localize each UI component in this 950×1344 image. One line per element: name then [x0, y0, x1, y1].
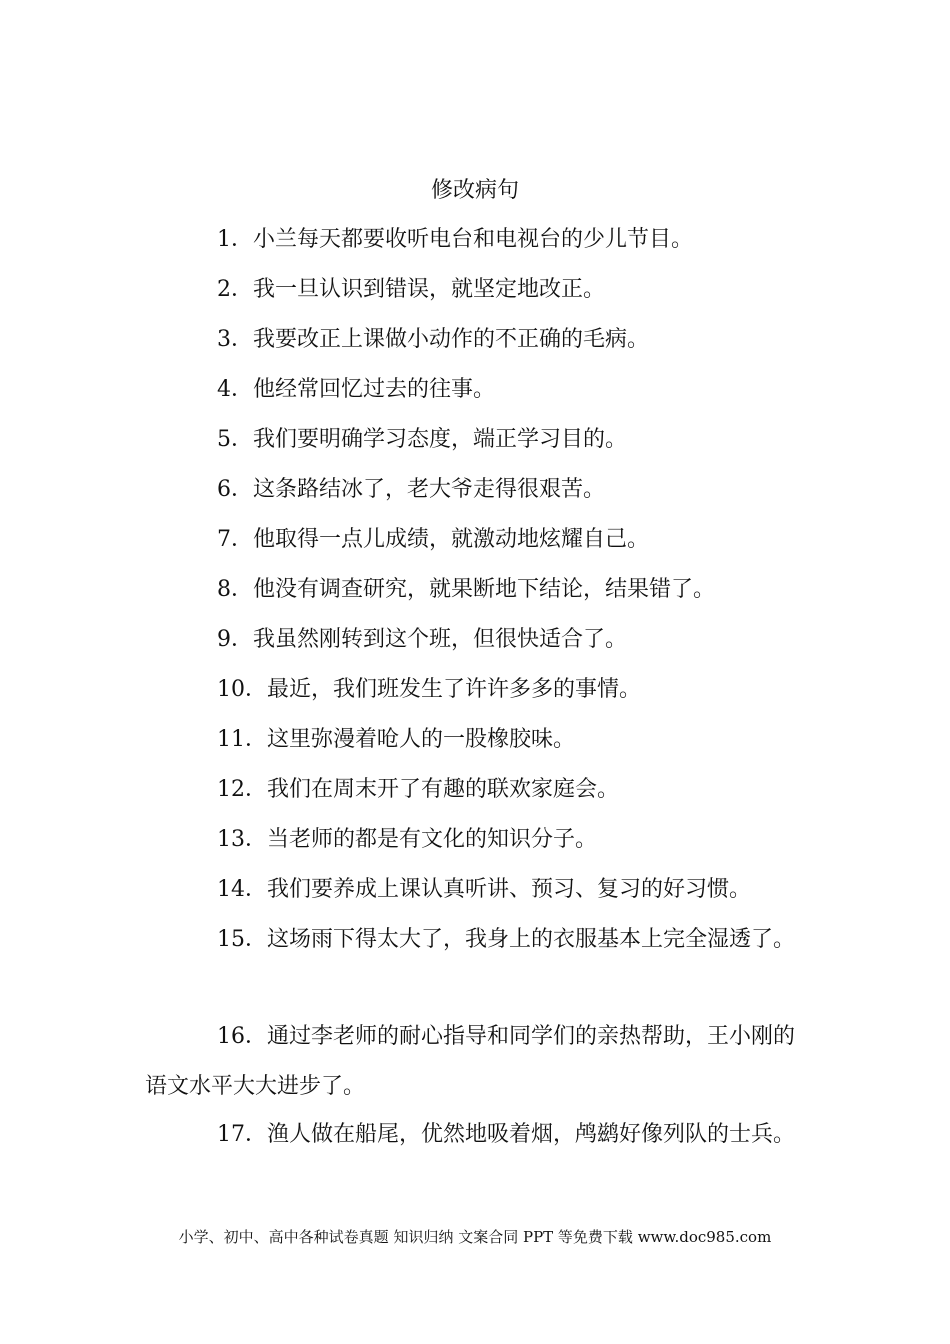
- item-text: 我们在周末开了有趣的联欢家庭会。: [267, 777, 620, 802]
- list-item: [145, 865, 810, 915]
- item-text: 这场雨下得太大了，我身上的衣服基本上完全湿透了。: [267, 927, 796, 952]
- item-number: 11．: [217, 727, 267, 752]
- list-item: [145, 315, 810, 365]
- item-number: 7．: [217, 527, 253, 552]
- list-item: [145, 565, 810, 615]
- item-text: 我虽然刚转到这个班，但很快适合了。: [253, 627, 628, 652]
- item-number: 8．: [217, 577, 253, 602]
- item-number: 17．: [217, 1122, 267, 1147]
- list-item: [145, 515, 810, 565]
- item-text: 他没有调查研究，就果断地下结论，结果错了。: [253, 577, 716, 602]
- item-text: 这条路结冰了，老大爷走得很艰苦。: [253, 477, 606, 502]
- item-text: 小兰每天都要收听电台和电视台的少儿节目。: [253, 227, 694, 252]
- item-number: 2．: [217, 277, 253, 302]
- list-item: [145, 615, 810, 665]
- list-item: [145, 1110, 810, 1160]
- list-item: [145, 665, 810, 715]
- item-text: 渔人做在船尾，优然地吸着烟，鸬鹚好像列队的士兵。: [267, 1122, 796, 1147]
- item-text: 最近，我们班发生了许许多多的事情。: [267, 677, 642, 702]
- item-number: 5．: [217, 427, 253, 452]
- item-number: 14．: [217, 877, 267, 902]
- page-footer: 小学、初中、高中各种试卷真题 知识归纳 文案合同 PPT 等免费下载 www.doc985.com: [178, 1228, 772, 1246]
- item-text: 我要改正上课做小动作的不正确的毛病。: [253, 327, 650, 352]
- page-title: 修改病句: [430, 178, 519, 203]
- list-item: [145, 415, 810, 465]
- list-item: [145, 465, 810, 515]
- item-number: 15．: [217, 927, 267, 952]
- item-number: 1．: [217, 227, 253, 252]
- item-text: 他取得一点儿成绩，就激动地炫耀自己。: [253, 527, 650, 552]
- item-text: 通过李老师的耐心指导和同学们的亲热帮助，王小刚的语文水平大大进步了。: [145, 1024, 796, 1099]
- item-text: 这里弥漫着呛人的一股橡胶味。: [267, 727, 576, 752]
- item-text: 他经常回忆过去的往事。: [253, 377, 496, 402]
- item-number: 9．: [217, 627, 253, 652]
- item-number: 12．: [217, 777, 267, 802]
- list-item: [145, 365, 810, 415]
- list-item: [145, 265, 810, 315]
- item-number: 6．: [217, 477, 253, 502]
- item-number: 3．: [217, 327, 253, 352]
- item-number: 10．: [217, 677, 267, 702]
- list-item: [145, 215, 810, 265]
- list-item: [145, 815, 810, 865]
- item-text: 我们要养成上课认真听讲、预习、复习的好习惯。: [267, 877, 752, 902]
- list-item: [145, 715, 810, 765]
- item-text: 我们要明确学习态度，端正学习目的。: [253, 427, 628, 452]
- list-item: [145, 765, 810, 815]
- item-number: 16．: [217, 1024, 267, 1049]
- item-text: 当老师的都是有文化的知识分子。: [267, 827, 598, 852]
- item-text: 我一旦认识到错误，就坚定地改正。: [253, 277, 606, 302]
- list-item: [145, 915, 810, 965]
- item-number: 13．: [217, 827, 267, 852]
- item-number: 4．: [217, 377, 253, 402]
- list-item: [145, 1012, 810, 1112]
